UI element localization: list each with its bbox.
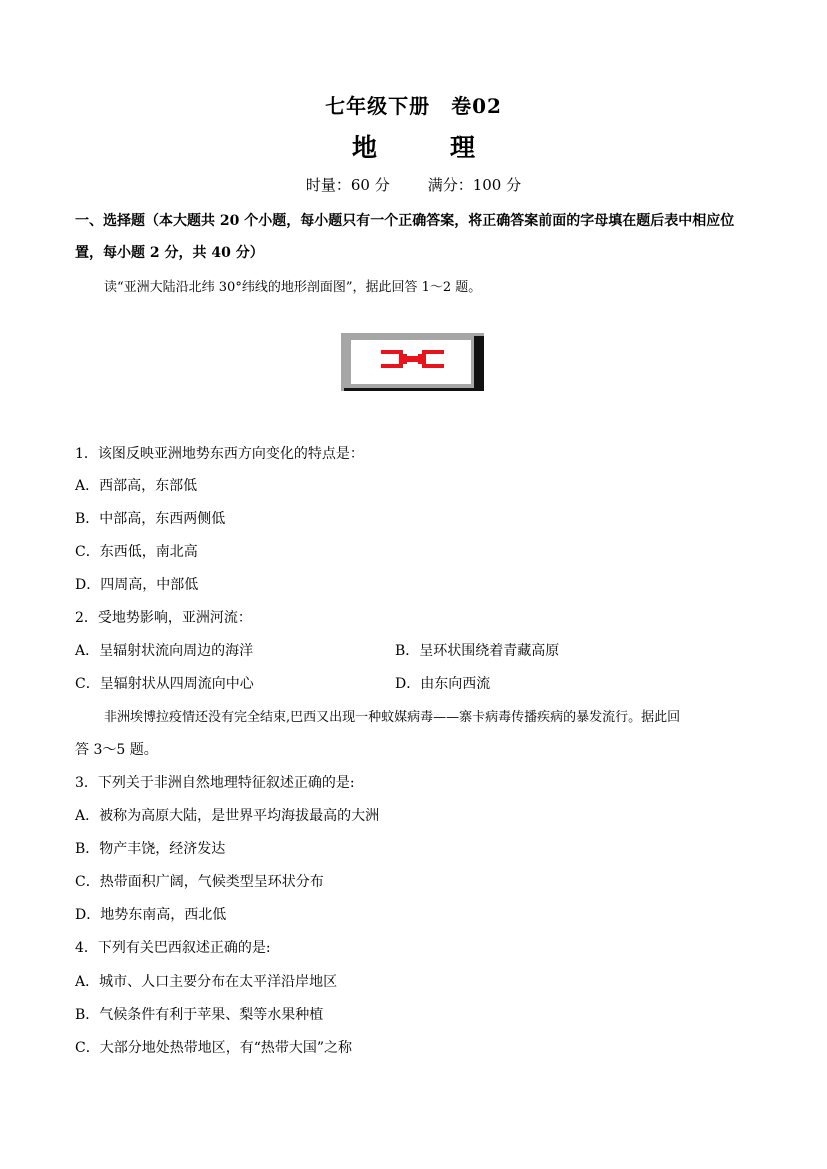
passage-2-line1: 非洲埃博拉疫情还没有完全结束,巴西又出现一种蚊媒病毒——寨卡病毒传播疾病的暴发流行。据此回 (104, 710, 681, 725)
section-heading-line1: 一、选择题（本大题共 20 个小题，每小题只有一个正确答案，将正确答案前面的字母填在题后表中相应位 (75, 213, 735, 229)
terrain-profile-figure (341, 333, 484, 391)
subject-title: 地 理 (351, 133, 499, 162)
exam-meta (0, 174, 827, 195)
q1-option-c: C．东西低，南北高 (75, 544, 198, 560)
figure-shadow-right (474, 336, 484, 391)
q2-option-b: B．呈环状围绕着青藏高原 (395, 643, 560, 659)
passage-2-line2: 答 3～5 题。 (75, 742, 158, 758)
score-label: 满分：100 分 (427, 176, 522, 194)
q3-stem: 3．下列关于非洲自然地理特征叙述正确的是: (75, 775, 355, 791)
q1-option-a: A．西部高，东部低 (75, 478, 198, 494)
q3-option-a: A．被称为高原大陆，是世界平均海拔最高的大洲 (75, 808, 380, 824)
q1-stem: 1．该图反映亚洲地势东西方向变化的特点是： (75, 446, 364, 462)
q3-option-d: D．地势东南高，西北低 (75, 907, 227, 923)
q2-stem: 2．受地势影响，亚洲河流： (75, 610, 252, 626)
q1-option-d: D．四周高，中部低 (75, 577, 199, 593)
q2-option-c: C．呈辐射状从四周流向中心 (75, 676, 254, 692)
q4-stem: 4．下列有关巴西叙述正确的是: (75, 940, 271, 956)
figure-shadow-bottom (344, 388, 484, 391)
time-label: 时量：60 分 (305, 176, 390, 194)
paper-title: 七年级下册 卷02 (325, 94, 502, 118)
q4-option-b: B．气候条件有利于苹果、梨等水果种植 (75, 1007, 324, 1023)
q3-option-b: B．物产丰饶，经济发达 (75, 841, 226, 857)
q4-option-a: A．城市、人口主要分布在太平洋沿岸地区 (75, 974, 338, 990)
q1-option-b: B．中部高，东西两侧低 (75, 511, 226, 527)
q4-option-c: C．大部分地处热带地区，有“热带大国”之称 (75, 1040, 353, 1056)
passage-1: 读“亚洲大陆沿北纬 30°纬线的地形剖面图”，据此回答 1～2 题。 (104, 280, 482, 295)
q2-option-d: D．由东向西流 (395, 676, 491, 692)
q3-option-c: C．热带面积广阔，气候类型呈环状分布 (75, 874, 324, 890)
q2-option-a: A．呈辐射状流向周边的海洋 (75, 643, 254, 659)
section-heading-line2: 置，每小题 2 分，共 40 分） (75, 245, 264, 261)
